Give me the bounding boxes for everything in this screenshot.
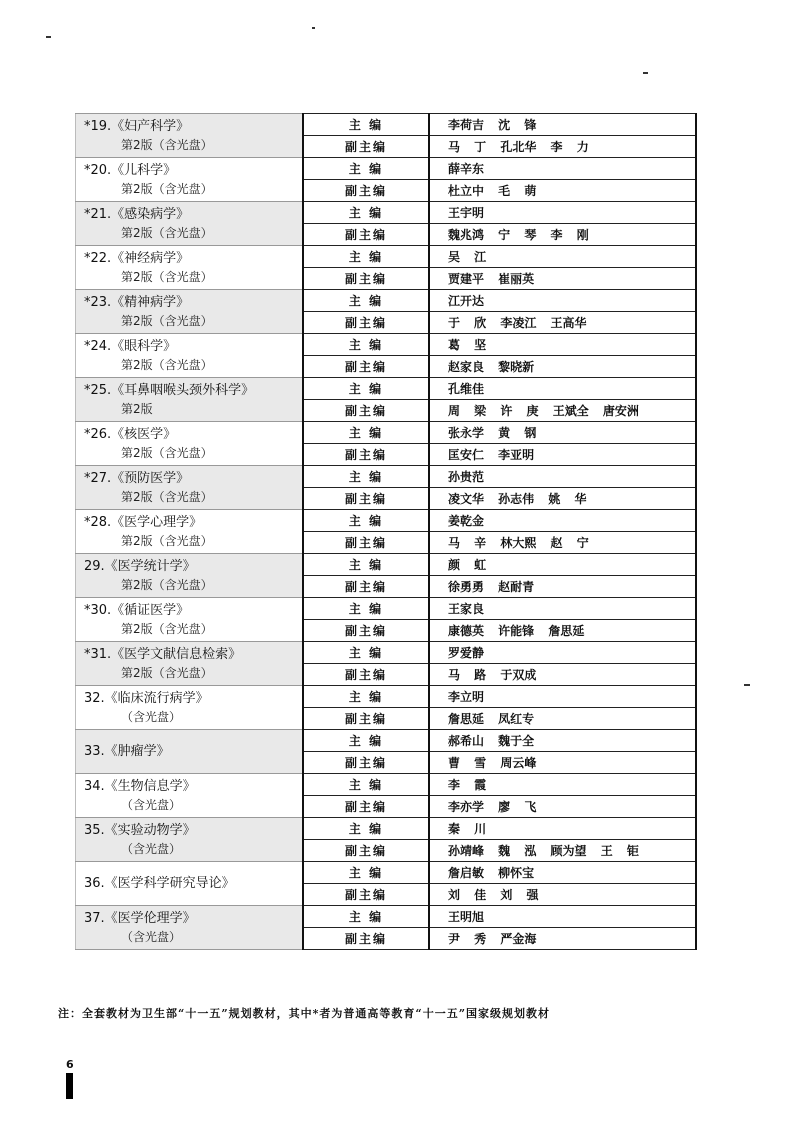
book-row [76,598,697,620]
book-row [76,554,697,576]
book-title-cell [76,906,304,950]
chief-editor-role: 主 编 [303,334,429,356]
book-edition: 第2版（含光盘） [121,181,213,196]
book-title-cell [76,422,304,466]
deputy-editor-names: 徐勇勇 赵耐青 [429,576,696,598]
book-title-cell [76,246,304,290]
deputy-editor-role: 副主编 [303,752,429,774]
deputy-editor-names: 詹思延 凤红专 [429,708,696,730]
deputy-editor-role: 副主编 [303,620,429,642]
deputy-editor-role: 副主编 [303,180,429,202]
deputy-editor-names: 匡安仁 李亚明 [429,444,696,466]
book-edition: 第2版（含光盘） [121,137,213,152]
book-title-cell [76,730,304,774]
book-row [76,466,697,488]
book-row [76,642,697,664]
book-row [76,862,697,884]
chief-editor-role: 主 编 [303,378,429,400]
book-title: 34.《生物信息学》 [84,778,196,794]
chief-editor-names: 王家良 [429,598,696,620]
book-edition: 第2版（含光盘） [121,621,213,636]
book-title-cell [76,818,304,862]
chief-editor-role: 主 编 [303,774,429,796]
book-title: *19.《妇产科学》 [84,118,190,134]
book-table [75,113,697,950]
chief-editor-role: 主 编 [303,422,429,444]
book-title-cell [76,862,304,906]
deputy-editor-role: 副主编 [303,268,429,290]
chief-editor-role: 主 编 [303,202,429,224]
deputy-editor-role: 副主编 [303,400,429,422]
book-row [76,774,697,796]
deputy-editor-names: 尹 秀 严金海 [429,928,696,950]
book-edition: 第2版（含光盘） [121,533,213,548]
chief-editor-role: 主 编 [303,642,429,664]
chief-editor-role: 主 编 [303,466,429,488]
deputy-editor-role: 副主编 [303,224,429,246]
book-row [76,246,697,268]
book-title-cell [76,466,304,510]
book-title: *27.《预防医学》 [84,470,190,486]
book-edition: 第2版（含光盘） [121,225,213,240]
book-row [76,158,697,180]
scan-speck [46,36,51,38]
book-edition: （含光盘） [121,797,182,812]
chief-editor-names: 孙贵范 [429,466,696,488]
chief-editor-role: 主 编 [303,730,429,752]
scan-speck [312,27,315,29]
book-row [76,290,697,312]
deputy-editor-names: 贾建平 崔丽英 [429,268,696,290]
deputy-editor-names: 马 辛 林大熙 赵 宁 [429,532,696,554]
chief-editor-names: 詹启敏 柳怀宝 [429,862,696,884]
deputy-editor-role: 副主编 [303,664,429,686]
book-row [76,334,697,356]
book-title-cell [76,774,304,818]
book-title: *20.《儿科学》 [84,162,177,178]
deputy-editor-names: 周 梁 许 庚 王斌全 唐安洲 [429,400,696,422]
book-edition: 第2版（含光盘） [121,269,213,284]
chief-editor-names: 王明旭 [429,906,696,928]
book-row [76,422,697,444]
deputy-editor-names: 凌文华 孙志伟 姚 华 [429,488,696,510]
deputy-editor-role: 副主编 [303,356,429,378]
scan-speck [643,72,648,74]
chief-editor-names: 李 霞 [429,774,696,796]
chief-editor-role: 主 编 [303,554,429,576]
chief-editor-role: 主 编 [303,686,429,708]
deputy-editor-role: 副主编 [303,444,429,466]
chief-editor-names: 秦 川 [429,818,696,840]
book-row [76,686,697,708]
chief-editor-names: 薛辛东 [429,158,696,180]
book-edition: 第2版 [121,401,153,416]
book-title: *31.《医学文献信息检索》 [84,646,242,662]
book-title-cell [76,202,304,246]
chief-editor-names: 江开达 [429,290,696,312]
chief-editor-role: 主 编 [303,290,429,312]
book-edition: 第2版（含光盘） [121,313,213,328]
book-edition: （含光盘） [121,929,182,944]
book-title-cell [76,598,304,642]
chief-editor-role: 主 编 [303,158,429,180]
book-title: 37.《医学伦理学》 [84,910,196,926]
book-title: *22.《神经病学》 [84,250,190,266]
book-title-cell [76,158,304,202]
chief-editor-role: 主 编 [303,906,429,928]
book-title: *28.《医学心理学》 [84,514,203,530]
book-row [76,510,697,532]
book-title: 35.《实验动物学》 [84,822,196,838]
book-title-cell [76,554,304,598]
deputy-editor-role: 副主编 [303,312,429,334]
chief-editor-names: 葛 坚 [429,334,696,356]
deputy-editor-names: 刘 佳 刘 强 [429,884,696,906]
deputy-editor-role: 副主编 [303,488,429,510]
chief-editor-names: 姜乾金 [429,510,696,532]
deputy-editor-role: 副主编 [303,928,429,950]
deputy-editor-names: 马 丁 孔北华 李 力 [429,136,696,158]
book-title-cell [76,642,304,686]
chief-editor-names: 郝希山 魏于全 [429,730,696,752]
footnote: 注：全套教材为卫生部“十一五”规划教材，其中*者为普通高等教育“十一五”国家级规划教材 [58,1007,551,1020]
book-title-cell [76,334,304,378]
deputy-editor-names: 赵家良 黎晓新 [429,356,696,378]
chief-editor-names: 李立明 [429,686,696,708]
chief-editor-role: 主 编 [303,114,429,136]
chief-editor-names: 吴 江 [429,246,696,268]
deputy-editor-role: 副主编 [303,136,429,158]
book-title: 36.《医学科学研究导论》 [84,876,235,891]
book-title: *21.《感染病学》 [84,206,190,222]
deputy-editor-role: 副主编 [303,884,429,906]
scan-speck [744,684,750,686]
deputy-editor-names: 杜立中 毛 萌 [429,180,696,202]
book-title: 32.《临床流行病学》 [84,690,209,706]
deputy-editor-role: 副主编 [303,576,429,598]
deputy-editor-names: 李亦学 廖 飞 [429,796,696,818]
page-number: 6 [66,1058,74,1071]
book-title: *23.《精神病学》 [84,294,190,310]
book-row [76,730,697,752]
book-title: *30.《循证医学》 [84,602,190,618]
chief-editor-role: 主 编 [303,598,429,620]
book-title: *24.《眼科学》 [84,338,177,354]
book-title: 33.《肿瘤学》 [84,744,170,759]
chief-editor-role: 主 编 [303,862,429,884]
deputy-editor-names: 康德英 许能锋 詹思延 [429,620,696,642]
deputy-editor-names: 魏兆鸿 宁 琴 李 刚 [429,224,696,246]
deputy-editor-names: 曹 雪 周云峰 [429,752,696,774]
deputy-editor-names: 马 路 于双成 [429,664,696,686]
book-edition: （含光盘） [121,841,182,856]
deputy-editor-role: 副主编 [303,840,429,862]
book-edition: 第2版（含光盘） [121,489,213,504]
chief-editor-names: 孔维佳 [429,378,696,400]
page-marker-bar [66,1073,73,1099]
book-title: 29.《医学统计学》 [84,558,196,574]
chief-editor-role: 主 编 [303,246,429,268]
book-title: *26.《核医学》 [84,426,177,442]
book-row [76,114,697,136]
book-title-cell [76,510,304,554]
deputy-editor-names: 孙靖峰 魏 泓 顾为望 王 钜 [429,840,696,862]
chief-editor-role: 主 编 [303,818,429,840]
book-row [76,906,697,928]
book-edition: 第2版（含光盘） [121,665,213,680]
book-title-cell [76,290,304,334]
book-row [76,378,697,400]
book-title-cell [76,686,304,730]
book-edition: （含光盘） [121,709,182,724]
book-edition: 第2版（含光盘） [121,357,213,372]
book-row [76,202,697,224]
chief-editor-names: 罗爱静 [429,642,696,664]
book-title: *25.《耳鼻咽喉头颈外科学》 [84,382,255,398]
book-edition: 第2版（含光盘） [121,445,213,460]
chief-editor-names: 李荷吉 沈 锋 [429,114,696,136]
book-edition: 第2版（含光盘） [121,577,213,592]
book-title-cell [76,114,304,158]
deputy-editor-role: 副主编 [303,532,429,554]
deputy-editor-role: 副主编 [303,708,429,730]
book-row [76,818,697,840]
deputy-editor-role: 副主编 [303,796,429,818]
chief-editor-names: 王宇明 [429,202,696,224]
chief-editor-names: 张永学 黄 钢 [429,422,696,444]
book-title-cell [76,378,304,422]
chief-editor-names: 颜 虹 [429,554,696,576]
chief-editor-role: 主 编 [303,510,429,532]
deputy-editor-names: 于 欣 李凌江 王高华 [429,312,696,334]
